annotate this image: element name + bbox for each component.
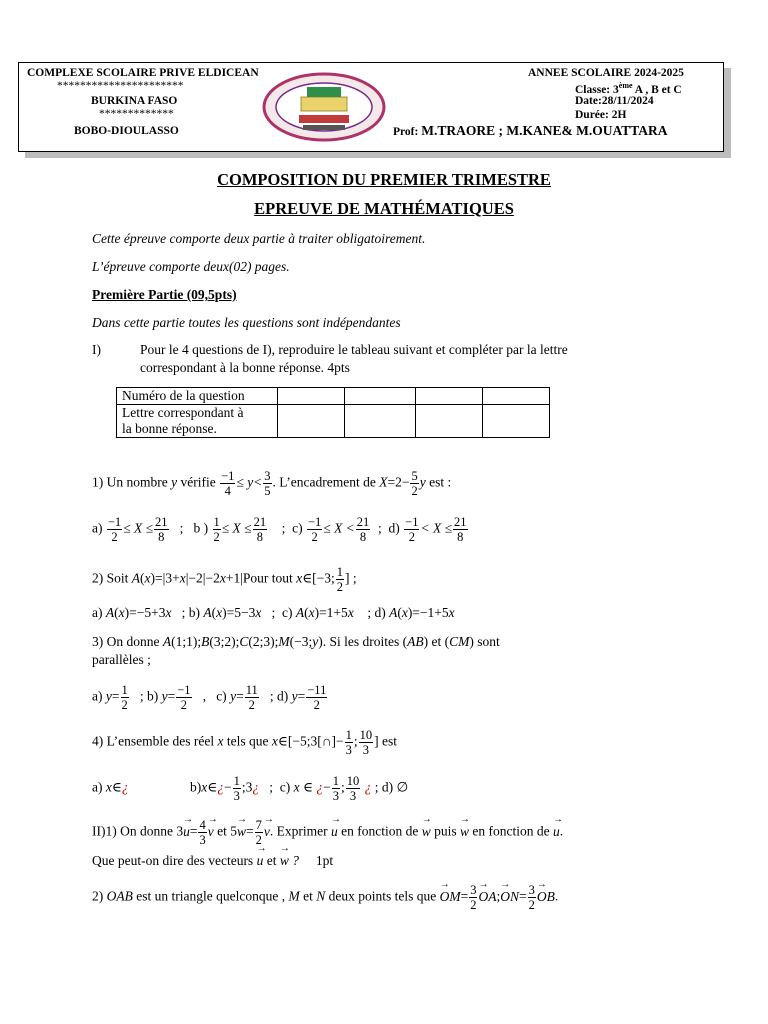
table-row xyxy=(117,388,550,405)
table-cell xyxy=(345,405,416,438)
part-note: Dans cette partie toutes les questions sont indépendantes xyxy=(92,315,401,330)
city: BOBO-DIOULASSO xyxy=(74,125,179,137)
header-separator: ************* xyxy=(99,108,174,120)
table-cell xyxy=(278,388,345,405)
question-3-continued: parallèles ; xyxy=(92,652,151,667)
question-4: 4) L’ensemble des réel x tels que x∈[−5;3[∩]− $\frac{1}{3}$ ; $\frac{10}{3}$ ] est xyxy=(92,728,397,757)
question-2-options: a) A(x)=−5+3x ; b) A(x)=5−3x ; c) A(x)=1+5x ; d) A(x)=−1+5x xyxy=(92,605,455,620)
table-cell: Lettre correspondant à la bonne réponse. xyxy=(117,405,278,438)
table-cell xyxy=(416,388,483,405)
table-cell xyxy=(483,405,550,438)
question-1: 1) Un nombre y vérifie $\frac{-1}{4}$ ≤ y< $\frac{3}{5}$ . L’encadrement de X=2− $\frac{5}{2}$ y est : xyxy=(92,469,452,498)
table-cell: Numéro de la question xyxy=(117,388,278,405)
class: Classe: 3ème A , B et C xyxy=(575,81,682,96)
question-3: 3) On donne A(1;1);B(3;2);C(2;3);M(−3;y). Si les droites (AB) et (CM) sont xyxy=(92,634,500,649)
question-5: II)1) On donne 3→ u= $\frac{4}{3}$ → v et 5→ w= $\frac{7}{2}$ → v. Exprimer → u en fonction de → w puis → w en fonction de → u. xyxy=(92,818,563,847)
professors: Prof: M.TRAORE ; M.KANE& M.OUATTARA xyxy=(393,123,668,138)
table-cell xyxy=(278,405,345,438)
section-instruction: Pour le 4 questions de I), reproduire le tableau suivant et compléter par la lettre xyxy=(140,342,568,357)
answer-table xyxy=(116,387,550,438)
question-5-continued: Que peut-on dire des vecteurs → u et → w ? 1pt xyxy=(92,853,333,869)
table-row xyxy=(117,405,550,438)
exam-title: COMPOSITION DU PREMIER TRIMESTRE xyxy=(217,170,551,189)
question-1-options: a) $\frac{-1}{2}$ ≤ X ≤ $\frac{21}{8}$ ; b ) $\frac{1}{2}$ ≤ X ≤ $\frac{21}{8}$ ; c) $\frac{-1}{2}$ ≤ X < $\frac{21}{8}$ ; d) $\frac{-1}{2}$ < X ≤ $\frac{21}{8}$ xyxy=(92,515,467,544)
exam-duration: Durée: 2H xyxy=(575,109,627,121)
exam-subtitle: EPREUVE DE MATHÉMATIQUES xyxy=(254,199,514,218)
table-cell xyxy=(483,388,550,405)
school-seal-icon xyxy=(259,69,389,145)
question-4-options: a) x∈¿ b)x∈¿− $\frac{1}{3}$ ;3¿ ; c) x ∈ ¿− $\frac{1}{3}$ ; $\frac{10}{3}$ ¿ ; d) ∅ xyxy=(92,774,409,803)
country: BURKINA FASO xyxy=(91,95,178,107)
table-cell xyxy=(416,405,483,438)
question-3-options: a) y= $\frac{1}{2}$ ; b) y= $\frac{-1}{2}$ , c) y= $\frac{11}{2}$ ; d) y= $\frac{-11}{2}$ xyxy=(92,683,327,712)
part-heading: Première Partie (09,5pts) xyxy=(92,287,237,302)
header-separator: ********************** xyxy=(57,80,184,92)
school-year: ANNEE SCOLAIRE 2024-2025 xyxy=(528,67,684,79)
question-6: 2) OAB est un triangle quelconque , M et N deux points tels que → OM= $\frac{3}{2}$ → OA;→ ON= $\frac{3}{2}$ → OB. xyxy=(92,883,558,912)
school-name: COMPLEXE SCOLAIRE PRIVE ELDICEAN xyxy=(27,67,259,79)
section-number: I) xyxy=(92,342,101,357)
table-cell xyxy=(345,388,416,405)
section-instruction: correspondant à la bonne réponse. 4pts xyxy=(140,360,350,375)
exam-date: Date:28/11/2024 xyxy=(575,95,654,107)
intro-line: L’épreuve comporte deux(02) pages. xyxy=(92,259,290,274)
intro-line: Cette épreuve comporte deux partie à traiter obligatoirement. xyxy=(92,231,426,246)
header-box xyxy=(18,62,724,152)
question-2: 2) Soit A(x)=|3+x|−2|−2x+1|Pour tout x∈[−3; $\frac{1}{2}$ ] ; xyxy=(92,565,357,594)
